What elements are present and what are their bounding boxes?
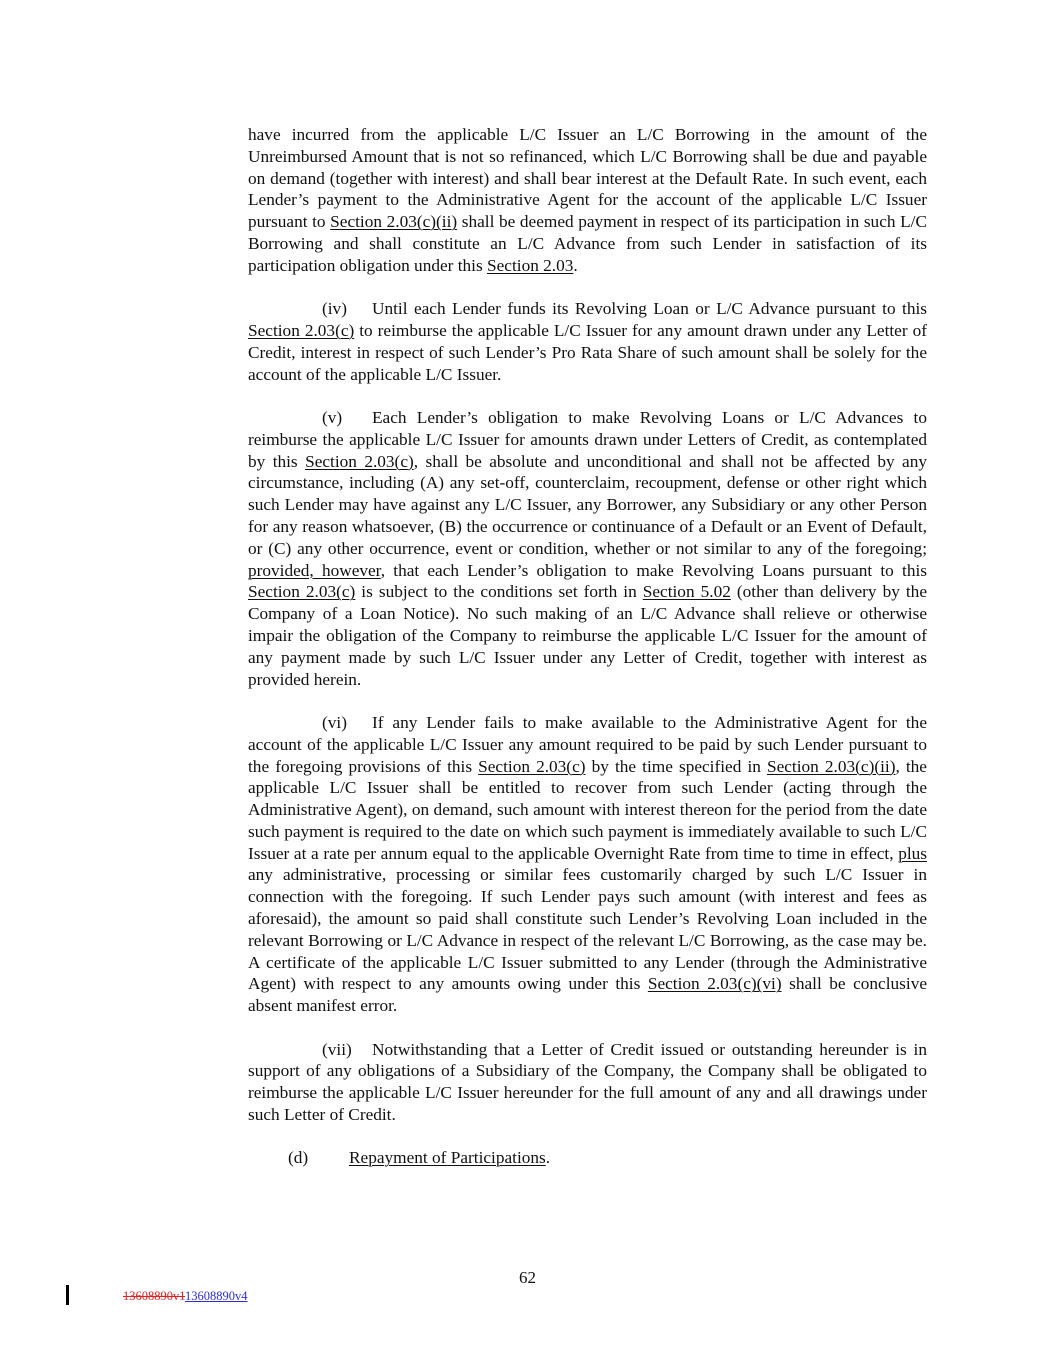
section-d-heading bbox=[288, 1147, 927, 1169]
clause-number: (iv) bbox=[322, 299, 347, 319]
cross-reference: Section 2.03(c) bbox=[248, 320, 355, 340]
change-bar bbox=[66, 1285, 69, 1305]
cross-reference: Section 2.03 bbox=[487, 255, 574, 275]
paragraph-text: , shall be absolute and unconditional and shall not be affected by any circumstance, including (A) any set-off, counterclaim, recoupment, defense or other right which such Lender may have against any L/C Issuer, any Borrower, any Subsidiary or any other Person for any reason whatsoever, (B) the occurrence or continuance of a Default or an Event of Default, or (C) any other occurrence, event or condition, whether or not similar to any of the foregoing; bbox=[248, 451, 928, 558]
paragraph-text: If any Lender fails to make available to the Administrative Agent for the account of the applicable L/C Issuer any amount required to be paid by such Lender pursuant to the foregoing provisions of this bbox=[248, 712, 927, 776]
paragraph-v bbox=[248, 407, 927, 690]
paragraph-text: is subject to the conditions set forth in bbox=[355, 582, 643, 602]
cross-reference: Section 2.03(c) bbox=[478, 756, 586, 776]
paragraph-text: shall be conclusive absent manifest error. bbox=[248, 974, 928, 1016]
cross-reference: Section 5.02 bbox=[642, 582, 731, 602]
paragraph-text: to reimburse the applicable L/C Issuer for any amount drawn under any Letter of Credit, interest in respect of such Lender’s Pro Rata Share of such amount shall be solely for the account of the applicable L/C Issuer. bbox=[248, 320, 927, 384]
cross-reference: Section 2.03(c)(vi) bbox=[647, 974, 782, 994]
paragraph-text: by the time specified in bbox=[585, 756, 767, 776]
paragraph-iv bbox=[248, 298, 927, 385]
page-number: 62 bbox=[519, 1268, 536, 1287]
deleted-doc-id: 13608890v1 bbox=[123, 1289, 186, 1303]
paragraph-text: , the applicable L/C Issuer shall be entitled to recover from such Lender (acting through the Administrative Agent), on demand, such amount with interest thereon for the period from the date such payment is required to the date on which such payment is immediately available to such L/C Issuer at a rate per annum equal to the applicable Overnight Rate from time to time in effect, bbox=[248, 756, 927, 863]
paragraph-text: , that each Lender’s obligation to make Revolving Loans pursuant to this bbox=[380, 560, 927, 580]
document-id bbox=[123, 1289, 248, 1304]
paragraph-text: have incurred from the applicable L/C Issuer an L/C Borrowing in the amount of the Unreimbursed Amount that is not so refinanced, which L/C Borrowing shall be due and payable on demand (together with interest) and shall bear interest at the Default Rate. In such event, each Lender’s payment to the Administrative Agent for the account of the applicable L/C Issuer pursuant to bbox=[248, 125, 927, 232]
paragraph-text: (other than delivery by the Company of a Loan Notice). No such making of an L/C Advance shall relieve or otherwise impair the obligation of the Company to reimburse the applicable L/C Issuer for the amount of any payment made by such L/C Issuer under any Letter of Credit, together with interest as provided herein. bbox=[248, 582, 927, 689]
inserted-doc-id: 13608890v4 bbox=[185, 1289, 248, 1303]
paragraph-text: Until each Lender funds its Revolving Loan or L/C Advance pursuant to this bbox=[372, 299, 927, 319]
document-body bbox=[248, 124, 927, 1191]
section-heading: Repayment of Participations bbox=[349, 1148, 546, 1168]
cross-reference: Section 2.03(c)(ii) bbox=[330, 212, 458, 232]
clause-number: (vi) bbox=[322, 712, 347, 732]
paragraph-text: Each Lender’s obligation to make Revolving Loans or L/C Advances to reimburse the applicable L/C Issuer for amounts drawn under Letters of Credit, as contemplated by this bbox=[248, 407, 927, 471]
paragraph-vii bbox=[248, 1039, 927, 1126]
defined-term-proviso: provided, however bbox=[248, 560, 381, 580]
cross-reference: Section 2.03(c) bbox=[248, 582, 356, 602]
defined-term-plus: plus bbox=[898, 843, 927, 863]
paragraph-vi bbox=[248, 712, 927, 1017]
cross-reference: Section 2.03(c)(ii) bbox=[766, 756, 896, 776]
paragraph-text: shall be deemed payment in respect of its participation in such L/C Borrowing and shall constitute an L/C Advance from such Lender in satisfaction of its participation obligation under this bbox=[248, 212, 927, 275]
clause-number: (vii) bbox=[322, 1039, 352, 1059]
paragraph-continued bbox=[248, 124, 927, 277]
clause-number: (d) bbox=[288, 1148, 309, 1168]
paragraph-text: Notwithstanding that a Letter of Credit issued or outstanding hereunder is in support of any obligations of a Subsidiary of the Company, the Company shall be obligated to reimburse the applicable L/C Issuer hereunder for the full amount of any and all drawings under such Letter of Credit. bbox=[248, 1039, 927, 1125]
heading-punctuation: . bbox=[545, 1148, 551, 1168]
clause-number: (v) bbox=[322, 407, 343, 427]
cross-reference: Section 2.03(c) bbox=[305, 451, 414, 471]
paragraph-text: . bbox=[573, 255, 578, 275]
paragraph-text: any administrative, processing or similar fees customarily charged by such L/C Issuer in connection with the foregoing. If such Lender pays such amount (with interest and fees as aforesaid), the amount so paid shall constitute such Lender’s Revolving Loan included in the relevant Borrowing or L/C Advance in respect of the relevant L/C Borrowing, as the case may be. A certificate of the applicable L/C Issuer submitted to any Lender (through the Administrative Agent) with respect to any amounts owing under this bbox=[248, 865, 927, 994]
